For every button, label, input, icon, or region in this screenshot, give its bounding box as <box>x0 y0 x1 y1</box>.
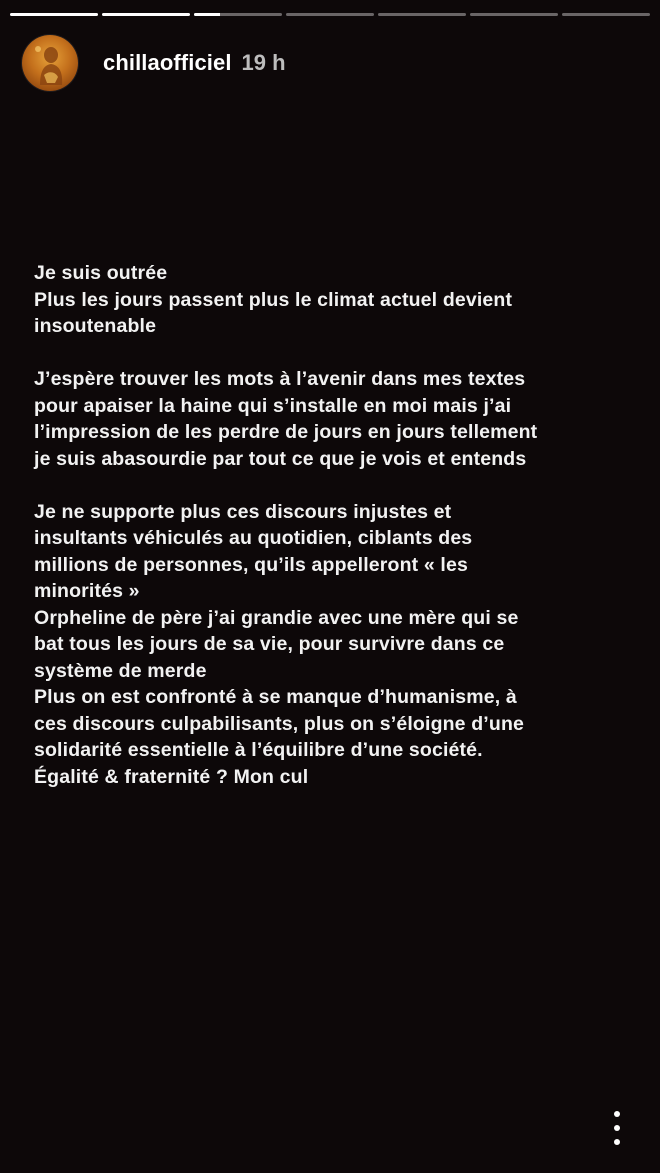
story-text-line: Plus on est confronté à se manque d’humanisme, à <box>34 686 517 708</box>
progress-segment <box>470 13 558 16</box>
progress-segment-fill <box>10 13 98 16</box>
story-text <box>34 260 634 790</box>
profile-photo-icon <box>22 35 78 91</box>
progress-segment <box>562 13 650 16</box>
post-time: 19 h <box>241 50 286 75</box>
paragraph-gap <box>34 472 634 499</box>
story-text-line: bat tous les jours de sa vie, pour survivre dans ce <box>34 633 505 655</box>
progress-segment-fill <box>102 13 190 16</box>
progress-segment <box>10 13 98 16</box>
progress-segment-fill <box>194 13 220 16</box>
progress-segment <box>194 13 282 16</box>
story-text-line: Je ne supporte plus ces discours injustes et <box>34 500 452 523</box>
progress-segment <box>286 13 374 16</box>
story-text-line: pour apaiser la haine qui s’installe en moi mais j’ai <box>34 394 512 417</box>
story-text-line: J’espère trouver les mots à l’avenir dans mes textes <box>34 368 526 390</box>
story-text-line: solidarité essentielle à l’équilibre d’une société. <box>34 739 483 761</box>
story-text-line: système de merde <box>34 659 207 682</box>
story-text-line: l’impression de les perdre de jours en jours tellement <box>34 421 538 443</box>
username[interactable]: chillaofficiel <box>103 50 232 75</box>
progress-segment <box>378 13 466 16</box>
more-vertical-icon <box>614 1125 620 1131</box>
story-text-line: Je suis outrée <box>34 262 168 284</box>
more-vertical-icon <box>614 1111 620 1117</box>
avatar[interactable] <box>22 35 78 91</box>
story-text-line: ces discours culpabilisants, plus on s’éloigne d’une <box>34 712 524 735</box>
story-header <box>22 33 286 93</box>
story-text-line: insoutenable <box>34 315 157 337</box>
progress-segment <box>102 13 190 16</box>
story-text-line: insultants véhiculés au quotidien, ciblants des <box>34 527 473 549</box>
story-progress-bar <box>10 13 650 16</box>
story-text-line: Égalité & fraternité ? Mon cul <box>34 765 309 788</box>
story-text-line: Orpheline de père j’ai grandie avec une mère qui se <box>34 606 519 629</box>
story-text-line: millions de personnes, qu’ils appelleront « les <box>34 553 468 576</box>
story-text-line: Plus les jours passent plus le climat actuel devient <box>34 288 513 311</box>
story-text-line: je suis abasourdie par tout ce que je vois et entends <box>34 447 527 470</box>
story-text-line: minorités » <box>34 580 140 602</box>
more-options-button[interactable] <box>610 1111 624 1145</box>
paragraph-gap <box>34 340 634 367</box>
more-vertical-icon <box>614 1139 620 1145</box>
